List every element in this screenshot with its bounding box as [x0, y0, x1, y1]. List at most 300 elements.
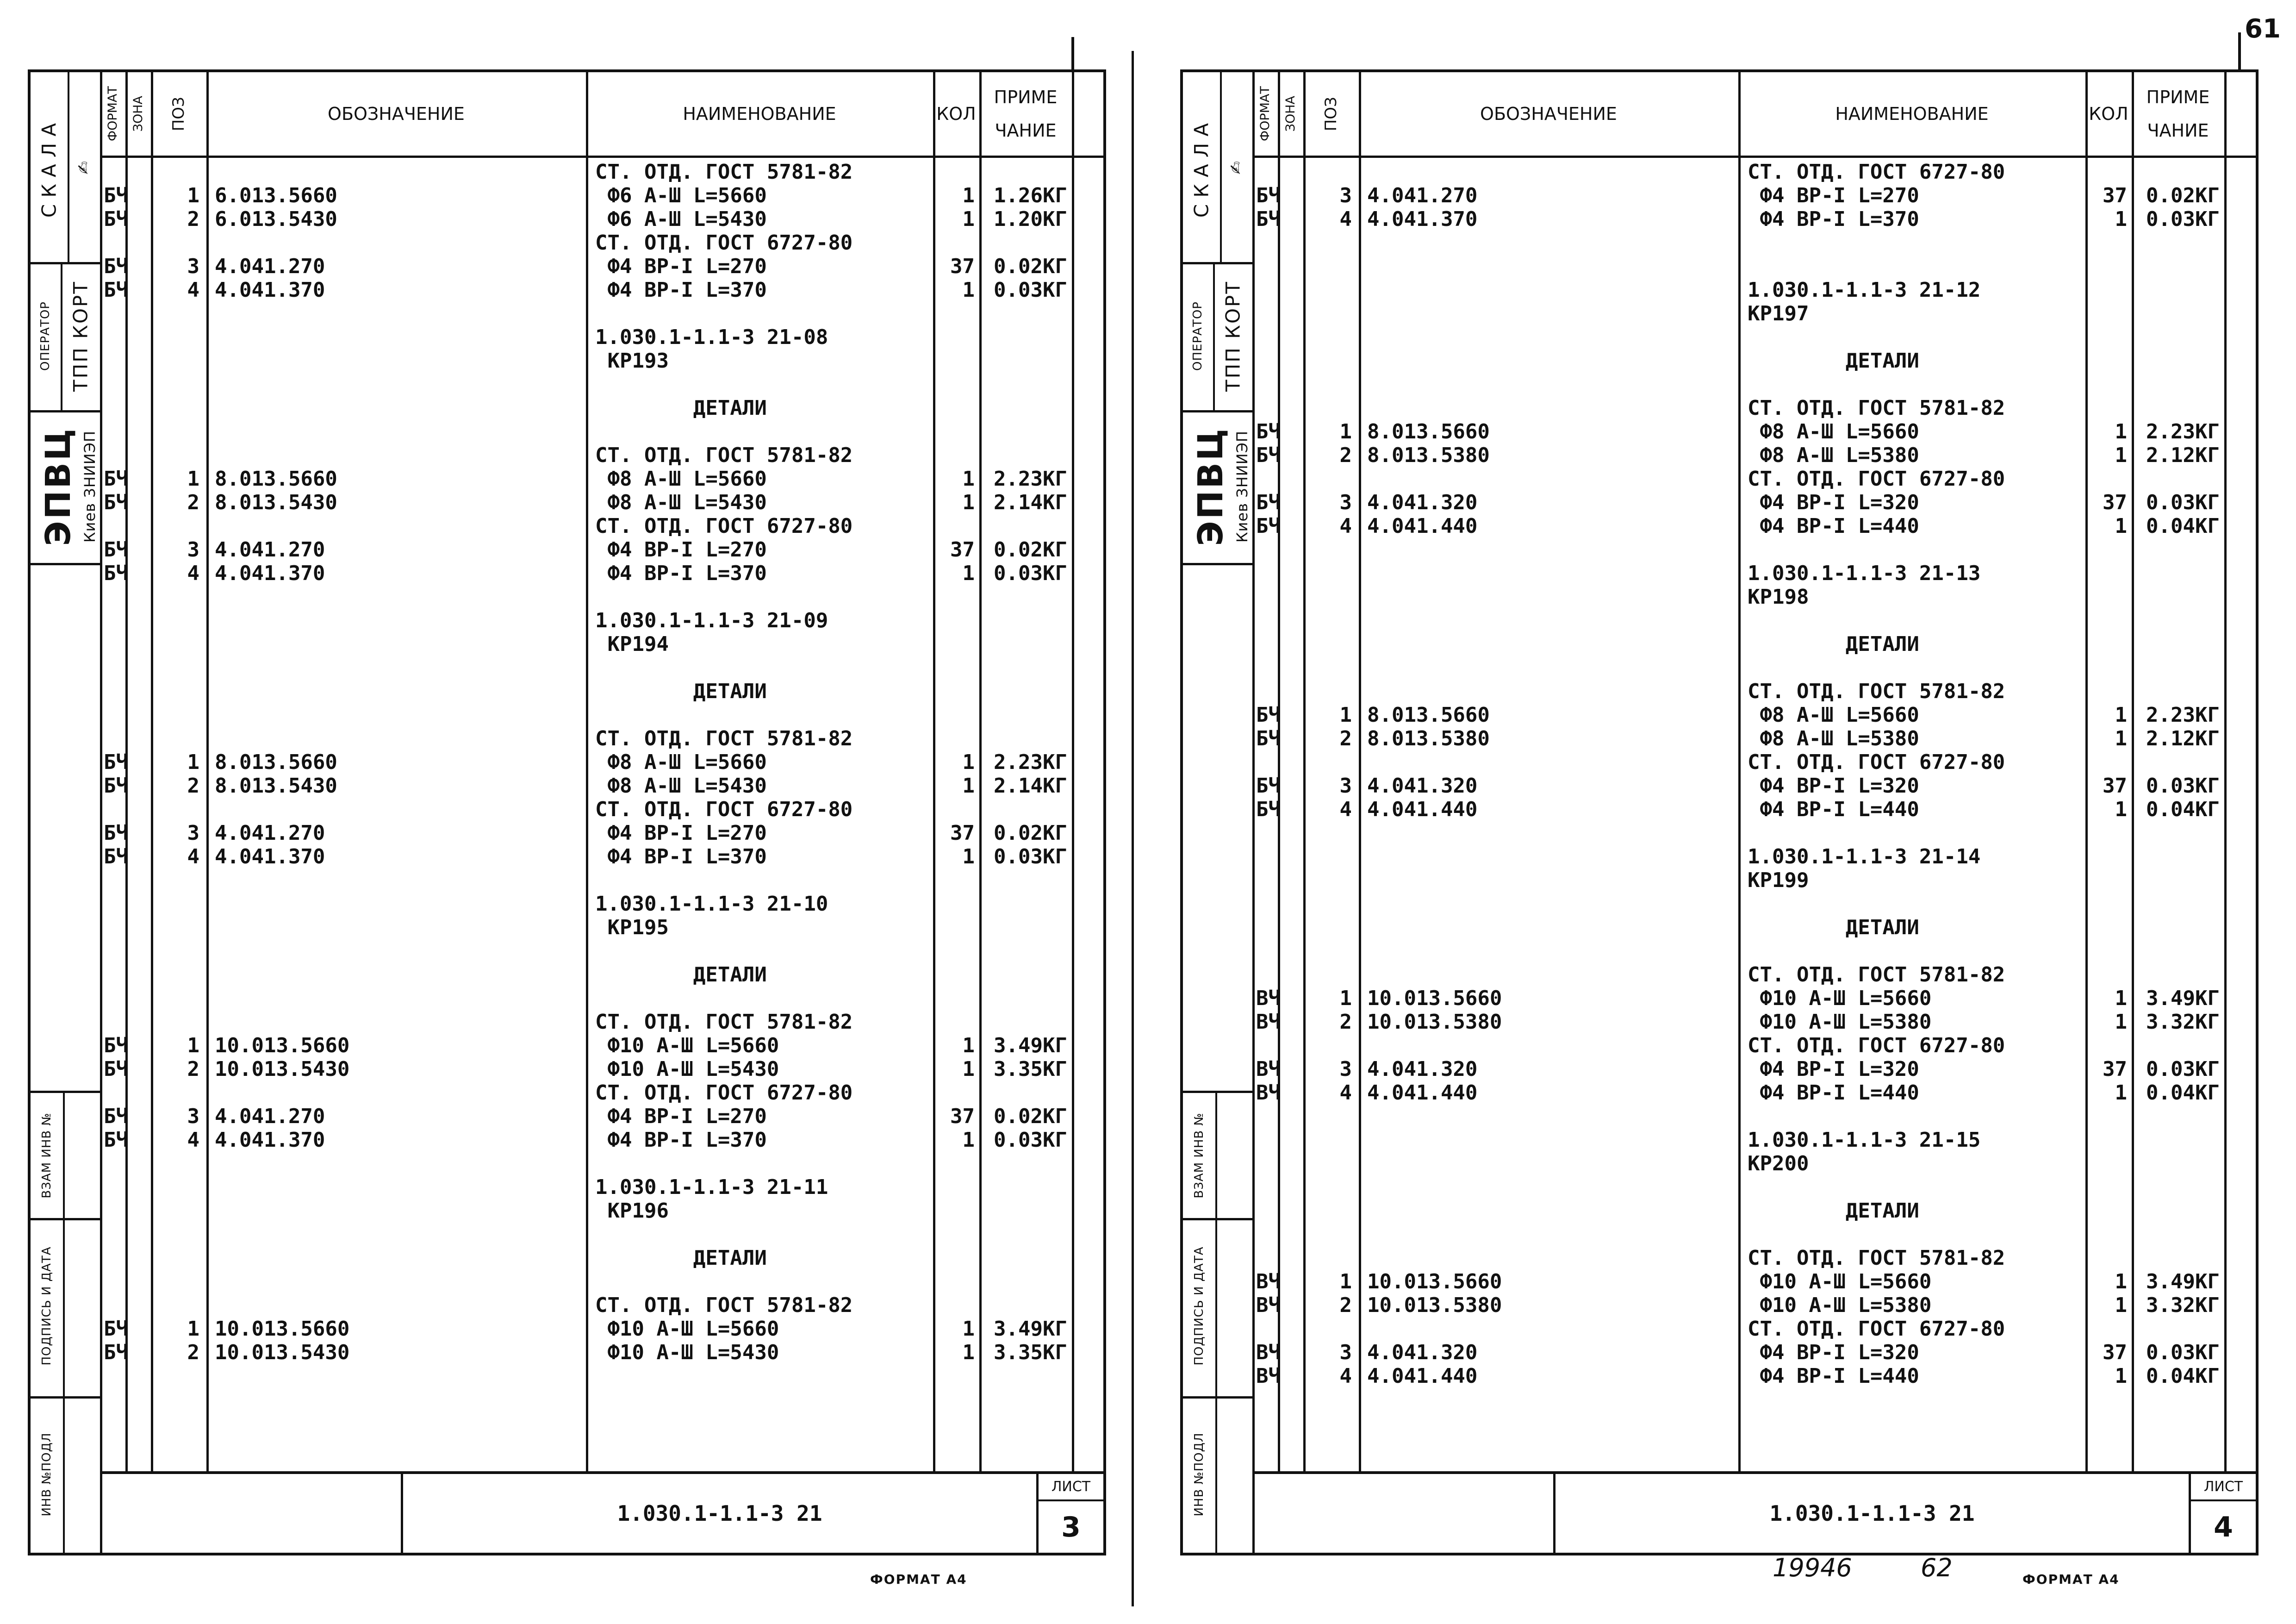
cell-qty: 37 [2103, 774, 2127, 798]
cell-format: БЧ [104, 750, 128, 774]
cell-note: 1.20КГ [994, 207, 1067, 231]
cell-name: КР196 [595, 1199, 669, 1223]
format-label: ФОРМАТ А4 [2022, 1572, 2120, 1587]
table-row [1252, 750, 2256, 774]
cell-note: 0.03КГ [994, 845, 1067, 868]
cell-designation: 4.041.370 [215, 1128, 325, 1152]
table-row [1252, 396, 2256, 420]
cell-poz: 1 [1339, 703, 1352, 727]
cell-poz: 3 [1339, 491, 1352, 514]
table-row [100, 1317, 1103, 1341]
table-row [100, 703, 1103, 727]
cell-format: ВЧ [1256, 1364, 1281, 1388]
table-row [1252, 302, 2256, 325]
cell-name: КР193 [595, 349, 669, 373]
table-row [1252, 1057, 2256, 1081]
cell-designation: 10.013.5660 [1367, 987, 1502, 1010]
table-row [1252, 868, 2256, 892]
table-row [100, 538, 1103, 562]
cell-name: Ф6 А-Ш L=5430 [595, 207, 767, 231]
header-poz: ПОЗ [1321, 96, 1340, 131]
cell-format: ВЧ [1256, 1057, 1281, 1081]
cell-name: СТ. ОТД. ГОСТ 6727-80 [1748, 160, 2005, 184]
cell-poz: 4 [187, 1128, 199, 1152]
cell-note: 2.23КГ [2146, 703, 2220, 727]
cell-designation: 4.041.270 [215, 538, 325, 562]
cell-format: БЧ [1256, 727, 1281, 750]
cell-poz: 4 [1339, 207, 1352, 231]
cell-qty: 1 [962, 1128, 975, 1152]
cell-name: Ф4 ВР-I L=270 [595, 538, 767, 562]
table-row [1252, 538, 2256, 562]
cell-name: ДЕТАЛИ [1748, 632, 1919, 656]
table-row [100, 680, 1103, 703]
stamp-vzam: ВЗАМ ИНВ № [1192, 1112, 1206, 1199]
stamp-operator-box [31, 262, 100, 412]
cell-format: БЧ [104, 1341, 128, 1364]
cell-name: 1.030.1-1.1-3 21-09 [595, 609, 828, 632]
cell-designation: 10.013.5380 [1367, 1010, 1502, 1034]
cell-name: Ф8 А-Ш L=5430 [595, 491, 767, 514]
cell-name: Ф4 ВР-I L=370 [595, 278, 767, 302]
stamp-scale: СКАЛА [1190, 116, 1213, 218]
cell-format: БЧ [104, 774, 128, 798]
cell-note: 0.02КГ [994, 255, 1067, 278]
cell-name: Ф4 ВР-I L=440 [1748, 1081, 1919, 1105]
table-row [1252, 231, 2256, 255]
cell-name: Ф4 ВР-I L=440 [1748, 1364, 1919, 1388]
table-row [100, 514, 1103, 538]
cell-name: Ф4 ВР-I L=320 [1748, 774, 1919, 798]
spec-sheet-3 [28, 69, 1106, 1555]
table-row [1252, 1364, 2256, 1388]
stamp-inv: ИНВ №ПОДЛ [40, 1432, 54, 1517]
table-row [1252, 798, 2256, 821]
stamp-vzam-box [1183, 1091, 1252, 1220]
table-row [1252, 1270, 2256, 1293]
cell-poz: 2 [1339, 1010, 1352, 1034]
cell-qty: 37 [950, 1105, 975, 1128]
cell-format: БЧ [104, 491, 128, 514]
cell-name: 1.030.1-1.1-3 21-14 [1748, 845, 1981, 868]
cell-designation: 8.013.5380 [1367, 727, 1490, 750]
table-row [1252, 1081, 2256, 1105]
cell-poz: 1 [1339, 420, 1352, 443]
cell-poz: 2 [187, 1341, 199, 1364]
cell-note: 0.03КГ [2146, 1341, 2220, 1364]
cell-name: Ф4 ВР-I L=440 [1748, 798, 1919, 821]
cell-format: БЧ [1256, 514, 1281, 538]
table-row [100, 821, 1103, 845]
table-row [1252, 632, 2256, 656]
table-row [1252, 916, 2256, 939]
cell-designation: 6.013.5660 [215, 184, 337, 207]
table-row [1252, 160, 2256, 184]
header-note: ПРИМЕ ЧАНИЕ [994, 87, 1058, 141]
cell-name: СТ. ОТД. ГОСТ 6727-80 [1748, 1317, 2005, 1341]
cell-qty: 37 [2103, 1341, 2127, 1364]
cell-qty: 37 [2103, 1057, 2127, 1081]
cell-name: СТ. ОТД. ГОСТ 6727-80 [1748, 750, 2005, 774]
table-row [100, 987, 1103, 1010]
header-format: ФОРМАТ [1257, 86, 1272, 142]
cell-note: 0.03КГ [2146, 774, 2220, 798]
table-row [100, 396, 1103, 420]
doc-code: 1.030.1-1.1-3 21 [617, 1501, 822, 1526]
cell-qty: 1 [962, 562, 975, 585]
cell-poz: 1 [1339, 987, 1352, 1010]
table-row [1252, 987, 2256, 1010]
cell-poz: 1 [187, 184, 199, 207]
table-row [100, 1081, 1103, 1105]
cell-qty: 1 [962, 1034, 975, 1057]
cell-note: 0.02КГ [994, 1105, 1067, 1128]
cell-qty: 1 [2115, 514, 2127, 538]
cell-designation: 8.013.5660 [1367, 703, 1490, 727]
table-row [100, 443, 1103, 467]
cell-name: Ф8 А-Ш L=5660 [1748, 420, 1919, 443]
cell-designation: 10.013.5430 [215, 1341, 350, 1364]
cell-name: СТ. ОТД. ГОСТ 5781-82 [1748, 963, 2005, 987]
cell-poz: 2 [1339, 727, 1352, 750]
cell-qty: 37 [2103, 491, 2127, 514]
cell-format: БЧ [1256, 774, 1281, 798]
cell-qty: 1 [962, 207, 975, 231]
table-row [1252, 278, 2256, 302]
table-row [100, 845, 1103, 868]
spec-sheet-4 [1180, 69, 2259, 1555]
cell-note: 0.03КГ [2146, 491, 2220, 514]
cell-designation: 4.041.370 [215, 845, 325, 868]
stamp-podpis: ПОДПИСЬ И ДАТА [1192, 1246, 1206, 1366]
cell-name: ДЕТАЛИ [595, 1246, 767, 1270]
cell-name: СТ. ОТД. ГОСТ 6727-80 [595, 231, 853, 255]
cell-designation: 4.041.320 [1367, 491, 1478, 514]
stamp-podpis-box [1183, 1216, 1252, 1399]
cell-name: Ф4 ВР-I L=320 [1748, 1341, 1919, 1364]
table-row [1252, 609, 2256, 632]
cell-note: 3.35КГ [994, 1341, 1067, 1364]
cell-poz: 1 [187, 467, 199, 491]
stamp-scale-box [31, 72, 100, 264]
sheet-label: ЛИСТ [2191, 1474, 2256, 1501]
cell-name: Ф8 А-Ш L=5380 [1748, 443, 1919, 467]
table-row [100, 892, 1103, 916]
cell-designation: 8.013.5430 [215, 491, 337, 514]
corner-page-number: 61 [2245, 14, 2281, 44]
cell-note: 3.49КГ [994, 1317, 1067, 1341]
cell-poz: 4 [1339, 1364, 1352, 1388]
table-row [100, 939, 1103, 963]
cell-name: СТ. ОТД. ГОСТ 6727-80 [1748, 1034, 2005, 1057]
cell-note: 2.12КГ [2146, 727, 2220, 750]
cell-name: Ф10 А-Ш L=5430 [595, 1341, 779, 1364]
stamp-epvc-box [31, 410, 100, 565]
stamp-epvc-box [1183, 410, 1252, 565]
cell-designation: 4.041.270 [215, 1105, 325, 1128]
table-row [100, 278, 1103, 302]
cell-name: ДЕТАЛИ [1748, 1199, 1919, 1223]
cell-name: Ф10 А-Ш L=5660 [595, 1034, 779, 1057]
cell-qty: 1 [2115, 703, 2127, 727]
table-row [100, 609, 1103, 632]
cell-name: Ф4 ВР-I L=370 [595, 845, 767, 868]
table-row [100, 1128, 1103, 1152]
header-zone: ЗОНА [131, 96, 145, 132]
cell-qty: 1 [962, 1057, 975, 1081]
cell-poz: 4 [1339, 1081, 1352, 1105]
cell-name: СТ. ОТД. ГОСТ 5781-82 [595, 160, 853, 184]
table-row [1252, 680, 2256, 703]
cell-qty: 1 [2115, 727, 2127, 750]
cell-format: БЧ [104, 255, 128, 278]
cell-name: Ф8 А-Ш L=5430 [595, 774, 767, 798]
cell-note: 0.03КГ [2146, 1057, 2220, 1081]
cell-name: Ф8 А-Ш L=5660 [595, 750, 767, 774]
stamp-operator: ОПЕРАТОР [1191, 301, 1205, 371]
header-qty: КОЛ [2089, 103, 2128, 124]
table-row [100, 1293, 1103, 1317]
cell-designation: 4.041.370 [215, 562, 325, 585]
cell-name: СТ. ОТД. ГОСТ 5781-82 [595, 1293, 853, 1317]
cell-poz: 3 [187, 538, 199, 562]
cell-poz: 3 [1339, 184, 1352, 207]
table-row [1252, 1293, 2256, 1317]
table-row [1252, 821, 2256, 845]
cell-note: 2.14КГ [994, 774, 1067, 798]
table-row [1252, 207, 2256, 231]
cell-poz: 4 [1339, 798, 1352, 821]
table-row [100, 562, 1103, 585]
handwritten-number: 19946 [1773, 1553, 1852, 1582]
table-row [100, 1105, 1103, 1128]
cell-designation: 8.013.5660 [215, 467, 337, 491]
cell-note: 3.32КГ [2146, 1293, 2220, 1317]
cell-poz: 2 [1339, 443, 1352, 467]
table-row [1252, 467, 2256, 491]
stamp-podpis-box [31, 1216, 100, 1399]
cell-designation: 4.041.370 [1367, 207, 1478, 231]
table-row [1252, 443, 2256, 467]
table-row [1252, 1317, 2256, 1341]
cell-name: СТ. ОТД. ГОСТ 6727-80 [595, 514, 853, 538]
cell-designation: 8.013.5660 [1367, 420, 1490, 443]
sheet-label: ЛИСТ [1039, 1474, 1103, 1501]
cell-name: Ф8 А-Ш L=5380 [1748, 727, 1919, 750]
table-row [1252, 585, 2256, 609]
cell-name: 1.030.1-1.1-3 21-11 [595, 1175, 828, 1199]
header-designation: ОБОЗНАЧЕНИЕ [1480, 103, 1617, 124]
table-row [100, 1246, 1103, 1270]
cell-name: Ф4 ВР-I L=270 [1748, 184, 1919, 207]
cell-designation: 4.041.440 [1367, 1081, 1478, 1105]
table-row [1252, 939, 2256, 963]
stamp-operator-box [1183, 262, 1252, 412]
cell-note: 2.23КГ [994, 750, 1067, 774]
cell-name: Ф4 ВР-I L=370 [595, 1128, 767, 1152]
cell-poz: 4 [187, 278, 199, 302]
header-zone: ЗОНА [1283, 96, 1298, 132]
cell-name: Ф8 А-Ш L=5660 [1748, 703, 1919, 727]
cell-designation: 4.041.440 [1367, 1364, 1478, 1388]
header-format: ФОРМАТ [105, 86, 120, 142]
cell-poz: 4 [1339, 514, 1352, 538]
table-row [1252, 373, 2256, 396]
cell-name: СТ. ОТД. ГОСТ 5781-82 [1748, 1246, 2005, 1270]
table-row [1252, 656, 2256, 680]
fold-tick [1071, 37, 1074, 69]
cell-note: 0.03КГ [994, 278, 1067, 302]
table-row [100, 491, 1103, 514]
cell-format: БЧ [104, 184, 128, 207]
side-stamp [1183, 72, 1255, 1553]
table-row [100, 798, 1103, 821]
table-row [100, 1199, 1103, 1223]
cell-format: БЧ [104, 207, 128, 231]
cell-note: 3.35КГ [994, 1057, 1067, 1081]
stamp-signature-icon: ✍ [1227, 160, 1245, 175]
cell-designation: 4.041.270 [215, 255, 325, 278]
cell-note: 3.49КГ [994, 1034, 1067, 1057]
cell-name: Ф10 А-Ш L=5660 [1748, 987, 1932, 1010]
cell-designation: 4.041.440 [1367, 514, 1478, 538]
table-row [100, 255, 1103, 278]
cell-name: Ф4 ВР-I L=270 [595, 1105, 767, 1128]
table-row [1252, 184, 2256, 207]
stamp-tpp: ТПП КОРТ [1221, 280, 1244, 392]
cell-format: БЧ [1256, 491, 1281, 514]
cell-format: ВЧ [1256, 1293, 1281, 1317]
cell-format: ВЧ [1256, 987, 1281, 1010]
stamp-epvc: ЭПВЦ [38, 427, 78, 546]
cell-name: 1.030.1-1.1-3 21-13 [1748, 562, 1981, 585]
cell-name: Ф4 ВР-I L=270 [595, 821, 767, 845]
header-poz: ПОЗ [169, 96, 188, 131]
table-row [1252, 1152, 2256, 1175]
cell-name: КР197 [1748, 302, 1809, 325]
stamp-kiev: Киев ЗНИИЭП [81, 430, 99, 543]
cell-qty: 1 [962, 774, 975, 798]
cell-name: 1.030.1-1.1-3 21-15 [1748, 1128, 1981, 1152]
cell-designation: 4.041.270 [215, 821, 325, 845]
fold-line [1132, 51, 1134, 1606]
cell-poz: 2 [1339, 1293, 1352, 1317]
cell-format: БЧ [1256, 420, 1281, 443]
cell-note: 2.14КГ [994, 491, 1067, 514]
table-row [100, 1270, 1103, 1293]
cell-name: СТ. ОТД. ГОСТ 5781-82 [1748, 680, 2005, 703]
table-row [1252, 963, 2256, 987]
cell-poz: 3 [1339, 1341, 1352, 1364]
cell-name: СТ. ОТД. ГОСТ 5781-82 [595, 1010, 853, 1034]
cell-format: ВЧ [1256, 1341, 1281, 1364]
table-row [1252, 420, 2256, 443]
cell-name: ДЕТАЛИ [1748, 349, 1919, 373]
table-row [100, 1341, 1103, 1364]
cell-designation: 8.013.5660 [215, 750, 337, 774]
stamp-vzam-box [31, 1091, 100, 1220]
cell-name: СТ. ОТД. ГОСТ 5781-82 [1748, 396, 2005, 420]
cell-name: Ф10 А-Ш L=5430 [595, 1057, 779, 1081]
header-name: НАИМЕНОВАНИЕ [683, 103, 836, 124]
cell-note: 2.12КГ [2146, 443, 2220, 467]
spec-table [1252, 72, 2256, 1474]
cell-designation: 10.013.5380 [1367, 1293, 1502, 1317]
cell-poz: 1 [187, 750, 199, 774]
cell-note: 0.03КГ [994, 562, 1067, 585]
cell-designation: 10.013.5660 [1367, 1270, 1502, 1293]
table-row [100, 750, 1103, 774]
cell-designation: 10.013.5430 [215, 1057, 350, 1081]
cell-designation: 10.013.5660 [215, 1317, 350, 1341]
table-row [100, 1010, 1103, 1034]
cell-note: 0.04КГ [2146, 1081, 2220, 1105]
cell-poz: 2 [187, 491, 199, 514]
cell-name: КР199 [1748, 868, 1809, 892]
cell-name: ДЕТАЛИ [595, 680, 767, 703]
cell-qty: 1 [2115, 1081, 2127, 1105]
table-row [1252, 774, 2256, 798]
cell-name: СТ. ОТД. ГОСТ 5781-82 [595, 443, 853, 467]
cell-format: БЧ [104, 1057, 128, 1081]
cell-format: БЧ [104, 562, 128, 585]
cell-qty: 1 [2115, 1010, 2127, 1034]
cell-poz: 1 [1339, 1270, 1352, 1293]
table-row [1252, 1010, 2256, 1034]
cell-format: БЧ [104, 845, 128, 868]
cell-poz: 3 [187, 1105, 199, 1128]
cell-name: СТ. ОТД. ГОСТ 6727-80 [595, 1081, 853, 1105]
cell-format: БЧ [104, 538, 128, 562]
cell-name: Ф4 ВР-I L=320 [1748, 491, 1919, 514]
cell-format: БЧ [104, 467, 128, 491]
table-row [100, 1057, 1103, 1081]
cell-name: Ф4 ВР-I L=320 [1748, 1057, 1919, 1081]
handwritten-number: 62 [1921, 1553, 1953, 1582]
side-stamp [31, 72, 102, 1553]
stamp-scale-box [1183, 72, 1252, 264]
cell-name: Ф10 А-Ш L=5660 [1748, 1270, 1932, 1293]
cell-qty: 1 [2115, 987, 2127, 1010]
table-row [1252, 562, 2256, 585]
cell-note: 2.23КГ [2146, 420, 2220, 443]
cell-poz: 2 [187, 774, 199, 798]
cell-designation: 8.013.5380 [1367, 443, 1490, 467]
cell-name: ДЕТАЛИ [595, 963, 767, 987]
cell-format: БЧ [104, 1105, 128, 1128]
stamp-vzam: ВЗАМ ИНВ № [40, 1112, 54, 1199]
table-row [100, 349, 1103, 373]
cell-note: 0.03КГ [994, 1128, 1067, 1152]
cell-designation: 10.013.5660 [215, 1034, 350, 1057]
table-row [100, 302, 1103, 325]
cell-format: БЧ [104, 821, 128, 845]
cell-name: СТ. ОТД. ГОСТ 5781-82 [595, 727, 853, 750]
cell-name: Ф4 ВР-I L=270 [595, 255, 767, 278]
table-row [100, 160, 1103, 184]
cell-name: 1.030.1-1.1-3 21-08 [595, 325, 828, 349]
table-row [1252, 491, 2256, 514]
stamp-inv-box [31, 1396, 100, 1553]
cell-name: Ф4 ВР-I L=370 [1748, 207, 1919, 231]
table-row [100, 632, 1103, 656]
table-row [100, 916, 1103, 939]
cell-designation: 6.013.5430 [215, 207, 337, 231]
table-row [100, 1175, 1103, 1199]
cell-qty: 1 [2115, 798, 2127, 821]
table-row [1252, 727, 2256, 750]
cell-note: 3.49КГ [2146, 987, 2220, 1010]
